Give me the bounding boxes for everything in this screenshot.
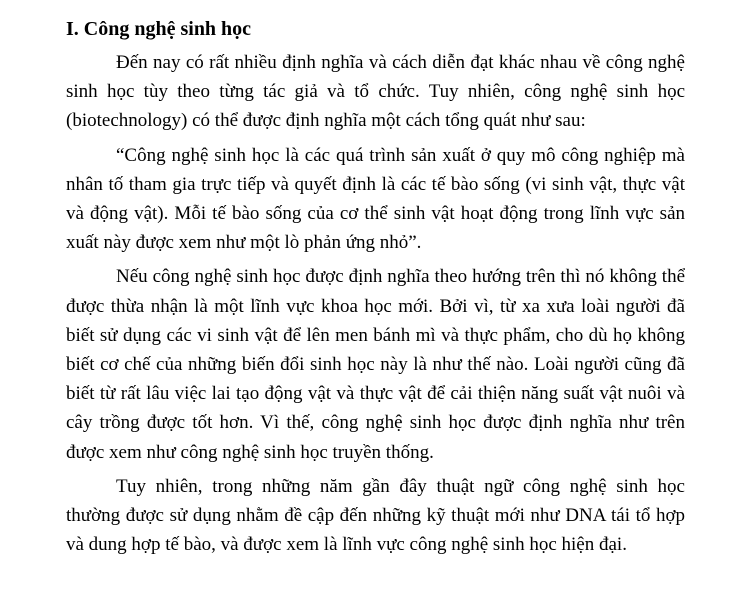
section-heading: I. Công nghệ sinh học bbox=[66, 18, 252, 40]
paragraph-traditional-biotech: Nếu công nghệ sinh học được định nghĩa theo hướng trên thì nó không thể được thừa nhận là một lĩnh vực khoa học mới. Bởi vì, từ xa xưa loài người đã biết sử dụng các vi sinh vật để lên men bánh mì và thực phẩm, cho dù họ không biết cơ chế của những biến đổi sinh học này là như thế nào. Loài người cũng đã biết từ rất lâu việc lai tạo động vật và thực vật để cải thiện năng suất vật nuôi và cây trồng được tốt hơn. Vì thế, công nghệ sinh học được định nghĩa như trên được xem như công nghệ sinh học truyền thống. bbox=[66, 266, 685, 463]
paragraph-definition-quote: “Công nghệ sinh học là các quá trình sản xuất ở quy mô công nghiệp mà nhân tố tham gia trực tiếp và quyết định là các tế bào sống (vi sinh vật, thực vật và động vật). Mỗi tế bào sống của cơ thể sinh vật hoạt động trong lĩnh vực sản xuất này được xem như một lò phản ứng nhỏ”. bbox=[66, 144, 685, 254]
paragraph-intro: Đến nay có rất nhiều định nghĩa và cách diễn đạt khác nhau về công nghệ sinh học tùy theo từng tác giả và tổ chức. Tuy nhiên, công nghệ sinh học (biotechnology) có thể được định nghĩa một cách tổng quát như sau: bbox=[66, 52, 685, 132]
paragraph-modern-biotech: Tuy nhiên, trong những năm gần đây thuật ngữ công nghệ sinh học thường được sử dụng nhằm đề cập đến những kỹ thuật mới như DNA tái tổ hợp và dung hợp tế bào, và được xem là lĩnh vực công nghệ sinh học hiện đại. bbox=[66, 475, 685, 556]
